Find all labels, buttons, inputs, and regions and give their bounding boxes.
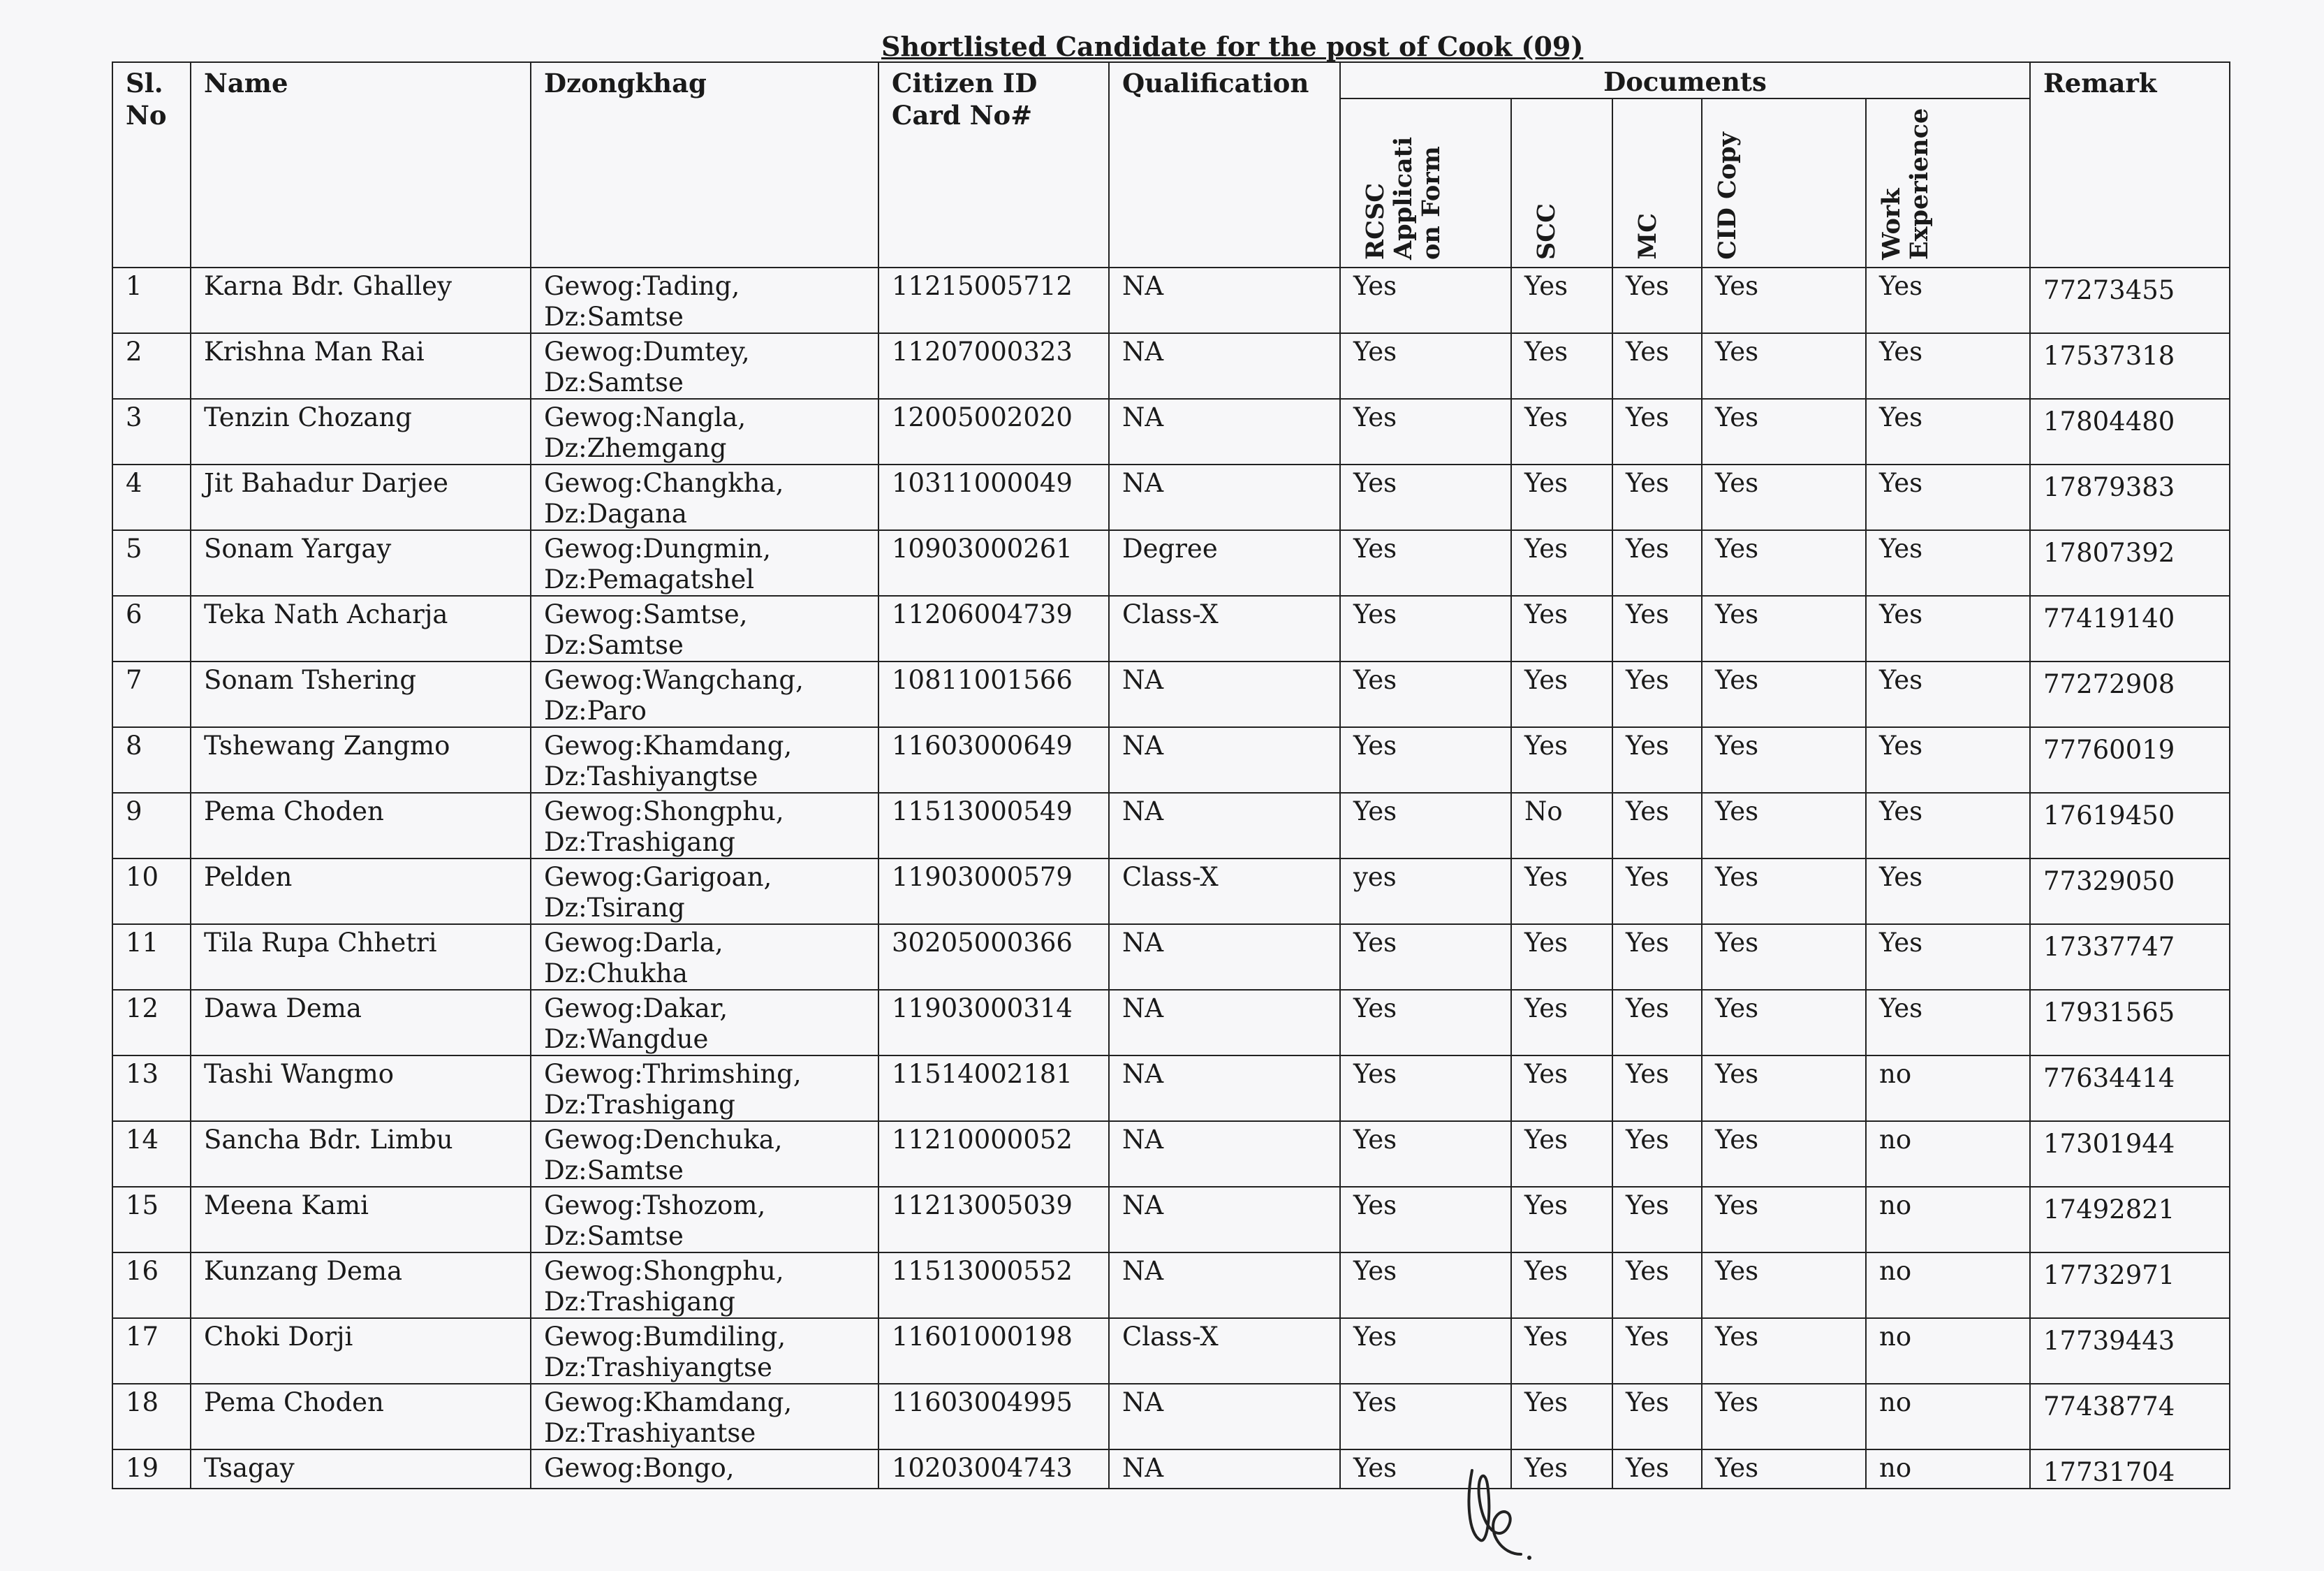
cell-rcsc: Yes — [1340, 990, 1511, 1055]
cell-rcsc: Yes — [1340, 1121, 1511, 1187]
cell-name: Sonam Yargay — [191, 530, 531, 596]
table-body — [112, 268, 2230, 1489]
cell-cidcopy: Yes — [1702, 1055, 1866, 1121]
cell-mc: Yes — [1612, 990, 1702, 1055]
cell-name: Teka Nath Acharja — [191, 596, 531, 662]
header-citizen-id: Citizen ID Card No# — [878, 62, 1109, 268]
cell-sl: 17 — [112, 1318, 191, 1384]
cell-qual: NA — [1109, 1449, 1340, 1489]
cell-dzongkhag — [531, 990, 878, 1055]
table-row — [112, 333, 2230, 399]
cell-remark: 17537318 — [2030, 333, 2230, 399]
cell-dz: Dz:Chukha — [544, 958, 688, 988]
cell-sl: 12 — [112, 990, 191, 1055]
cell-remark: 77634414 — [2030, 1055, 2230, 1121]
cell-cidcopy: Yes — [1702, 924, 1866, 990]
cell-remark: 77273455 — [2030, 268, 2230, 333]
cell-mc: Yes — [1612, 1384, 1702, 1449]
header-documents: Documents — [1340, 62, 2030, 98]
cell-cid: 10811001566 — [878, 662, 1109, 727]
cell-qual: NA — [1109, 1252, 1340, 1318]
cell-cid: 11210000052 — [878, 1121, 1109, 1187]
cell-cidcopy: Yes — [1702, 1121, 1866, 1187]
cell-remark: 17931565 — [2030, 990, 2230, 1055]
shortlist-table — [112, 61, 2230, 1489]
cell-sl: 6 — [112, 596, 191, 662]
cell-dzongkhag — [531, 596, 878, 662]
header-mc-label: MC — [1633, 213, 1662, 260]
cell-work: Yes — [1866, 793, 2030, 858]
cell-cidcopy: Yes — [1702, 333, 1866, 399]
cell-mc: Yes — [1612, 793, 1702, 858]
cell-cidcopy: Yes — [1702, 1449, 1866, 1489]
cell-mc: Yes — [1612, 530, 1702, 596]
table-row — [112, 1384, 2230, 1449]
cell-scc: Yes — [1511, 662, 1612, 727]
cell-gewog: Gewog:Khamdang, — [544, 1387, 793, 1417]
cell-mc: Yes — [1612, 1318, 1702, 1384]
cell-dz: Dz:Trashigang — [544, 1090, 735, 1120]
cell-name: Tila Rupa Chhetri — [191, 924, 531, 990]
cell-mc: Yes — [1612, 596, 1702, 662]
cell-dzongkhag — [531, 333, 878, 399]
cell-name: Pema Choden — [191, 1384, 531, 1449]
cell-name: Tshewang Zangmo — [191, 727, 531, 793]
cell-qual: Degree — [1109, 530, 1340, 596]
cell-dz: Dz:Tsirang — [544, 893, 685, 923]
cell-gewog: Gewog:Shongphu, — [544, 796, 784, 826]
cell-mc: Yes — [1612, 399, 1702, 465]
cell-dzongkhag — [531, 268, 878, 333]
cell-scc: Yes — [1511, 465, 1612, 530]
cell-scc: Yes — [1511, 596, 1612, 662]
header-rcsc-label: RCSC Applicati on Form — [1361, 136, 1446, 260]
cell-work: Yes — [1866, 662, 2030, 727]
cell-sl: 19 — [112, 1449, 191, 1489]
cell-work: Yes — [1866, 333, 2030, 399]
cell-dzongkhag — [531, 1187, 878, 1252]
cell-cid: 11603000649 — [878, 727, 1109, 793]
cell-scc: Yes — [1511, 1187, 1612, 1252]
cell-sl: 18 — [112, 1384, 191, 1449]
header-name: Name — [191, 62, 531, 268]
cell-sl: 11 — [112, 924, 191, 990]
table-row — [112, 268, 2230, 333]
cell-gewog: Gewog:Samtse, — [544, 599, 748, 629]
table-row — [112, 858, 2230, 924]
cell-scc: Yes — [1511, 858, 1612, 924]
cell-rcsc: Yes — [1340, 1384, 1511, 1449]
cell-work: no — [1866, 1252, 2030, 1318]
cell-sl: 14 — [112, 1121, 191, 1187]
cell-scc: Yes — [1511, 924, 1612, 990]
header-scc — [1511, 98, 1612, 268]
cell-cidcopy: Yes — [1702, 399, 1866, 465]
cell-cid: 11601000198 — [878, 1318, 1109, 1384]
cell-scc: Yes — [1511, 1318, 1612, 1384]
table-row — [112, 399, 2230, 465]
cell-sl: 1 — [112, 268, 191, 333]
cell-cidcopy: Yes — [1702, 596, 1866, 662]
cell-cidcopy: Yes — [1702, 858, 1866, 924]
cell-remark: 77438774 — [2030, 1384, 2230, 1449]
cell-gewog: Gewog:Bumdiling, — [544, 1322, 786, 1352]
cell-mc: Yes — [1612, 1121, 1702, 1187]
cell-dzongkhag — [531, 1055, 878, 1121]
cell-name: Tashi Wangmo — [191, 1055, 531, 1121]
table-row — [112, 1187, 2230, 1252]
cell-rcsc: Yes — [1340, 793, 1511, 858]
cell-work: Yes — [1866, 990, 2030, 1055]
cell-cidcopy: Yes — [1702, 662, 1866, 727]
table-row — [112, 727, 2230, 793]
cell-gewog: Gewog:Dumtey, — [544, 337, 750, 367]
cell-cid: 11603004995 — [878, 1384, 1109, 1449]
cell-cid: 11207000323 — [878, 333, 1109, 399]
cell-mc: Yes — [1612, 727, 1702, 793]
cell-scc: Yes — [1511, 1121, 1612, 1187]
cell-cidcopy: Yes — [1702, 465, 1866, 530]
cell-scc: Yes — [1511, 990, 1612, 1055]
header-scc-label: SCC — [1532, 203, 1561, 260]
cell-work: Yes — [1866, 399, 2030, 465]
cell-remark: 77272908 — [2030, 662, 2230, 727]
cell-remark: 17301944 — [2030, 1121, 2230, 1187]
cell-dzongkhag — [531, 1121, 878, 1187]
cell-work: no — [1866, 1055, 2030, 1121]
cell-cid: 10903000261 — [878, 530, 1109, 596]
cell-scc: Yes — [1511, 1252, 1612, 1318]
cell-work: Yes — [1866, 924, 2030, 990]
cell-sl: 3 — [112, 399, 191, 465]
cell-work: no — [1866, 1121, 2030, 1187]
cell-remark: 17731704 — [2030, 1449, 2230, 1489]
cell-dz: Dz:Zhemgang — [544, 433, 727, 463]
cell-qual: NA — [1109, 465, 1340, 530]
cell-work: Yes — [1866, 530, 2030, 596]
cell-dzongkhag — [531, 662, 878, 727]
cell-cid: 11213005039 — [878, 1187, 1109, 1252]
cell-dzongkhag — [531, 465, 878, 530]
cell-rcsc: Yes — [1340, 465, 1511, 530]
cell-qual: Class-X — [1109, 858, 1340, 924]
table-row — [112, 1055, 2230, 1121]
cell-cid: 11513000552 — [878, 1252, 1109, 1318]
table-row — [112, 530, 2230, 596]
cell-scc: Yes — [1511, 727, 1612, 793]
cell-sl: 5 — [112, 530, 191, 596]
cell-remark: 77419140 — [2030, 596, 2230, 662]
cell-rcsc: Yes — [1340, 727, 1511, 793]
table-row — [112, 465, 2230, 530]
cell-remark: 17337747 — [2030, 924, 2230, 990]
cell-gewog: Gewog:Tading, — [544, 271, 740, 301]
cell-work: Yes — [1866, 858, 2030, 924]
cell-dz: Dz:Samtse — [544, 630, 684, 660]
cell-dzongkhag — [531, 1449, 878, 1489]
cell-cid: 11513000549 — [878, 793, 1109, 858]
cell-gewog: Gewog:Nangla, — [544, 402, 747, 432]
cell-rcsc: Yes — [1340, 399, 1511, 465]
cell-name: Karna Bdr. Ghalley — [191, 268, 531, 333]
cell-cid: 30205000366 — [878, 924, 1109, 990]
cell-dzongkhag — [531, 793, 878, 858]
cell-name: Sancha Bdr. Limbu — [191, 1121, 531, 1187]
cell-qual: NA — [1109, 1121, 1340, 1187]
cell-remark: 77760019 — [2030, 727, 2230, 793]
cell-cidcopy: Yes — [1702, 793, 1866, 858]
header-qualification: Qualification — [1109, 62, 1340, 268]
cell-gewog: Gewog:Changkha, — [544, 468, 784, 498]
cell-gewog: Gewog:Shongphu, — [544, 1256, 784, 1286]
cell-mc: Yes — [1612, 1252, 1702, 1318]
cell-qual: NA — [1109, 399, 1340, 465]
table-row — [112, 1252, 2230, 1318]
cell-rcsc: yes — [1340, 858, 1511, 924]
cell-qual: NA — [1109, 333, 1340, 399]
table-row — [112, 1449, 2230, 1489]
cell-name: Jit Bahadur Darjee — [191, 465, 531, 530]
cell-dz: Dz:Trashigang — [544, 827, 735, 857]
cell-name: Tsagay — [191, 1449, 531, 1489]
table-row — [112, 1121, 2230, 1187]
cell-name: Sonam Tshering — [191, 662, 531, 727]
cell-dz: Dz:Samtse — [544, 302, 684, 332]
cell-rcsc: Yes — [1340, 1252, 1511, 1318]
cell-sl: 13 — [112, 1055, 191, 1121]
cell-cid: 11514002181 — [878, 1055, 1109, 1121]
cell-gewog: Gewog:Tshozom, — [544, 1190, 766, 1220]
cell-mc: Yes — [1612, 268, 1702, 333]
table-row — [112, 990, 2230, 1055]
cell-mc: Yes — [1612, 1449, 1702, 1489]
cell-name: Dawa Dema — [191, 990, 531, 1055]
cell-cidcopy: Yes — [1702, 268, 1866, 333]
cell-scc: Yes — [1511, 333, 1612, 399]
cell-dzongkhag — [531, 1318, 878, 1384]
cell-remark: 17807392 — [2030, 530, 2230, 596]
cell-cidcopy: Yes — [1702, 1318, 1866, 1384]
cell-gewog: Gewog:Denchuka, — [544, 1125, 783, 1155]
cell-gewog: Gewog:Khamdang, — [544, 731, 793, 761]
cell-cidcopy: Yes — [1702, 1187, 1866, 1252]
cell-scc: Yes — [1511, 1449, 1612, 1489]
header-sl-no: Sl. No — [112, 62, 191, 268]
cell-sl: 4 — [112, 465, 191, 530]
cell-work: Yes — [1866, 727, 2030, 793]
header-cid-copy — [1702, 98, 1866, 268]
cell-name: Pelden — [191, 858, 531, 924]
cell-name: Pema Choden — [191, 793, 531, 858]
cell-sl: 2 — [112, 333, 191, 399]
cell-name: Krishna Man Rai — [191, 333, 531, 399]
cell-name: Kunzang Dema — [191, 1252, 531, 1318]
cell-rcsc: Yes — [1340, 1449, 1511, 1489]
cell-mc: Yes — [1612, 1187, 1702, 1252]
cell-dz: Dz:Tashiyangtse — [544, 761, 758, 791]
cell-dz: Dz:Samtse — [544, 367, 684, 397]
cell-gewog: Gewog:Dakar, — [544, 993, 728, 1023]
cell-dzongkhag — [531, 727, 878, 793]
cell-rcsc: Yes — [1340, 530, 1511, 596]
table-row — [112, 793, 2230, 858]
table-row — [112, 662, 2230, 727]
cell-rcsc: Yes — [1340, 924, 1511, 990]
cell-cid: 11903000314 — [878, 990, 1109, 1055]
cell-mc: Yes — [1612, 924, 1702, 990]
cell-cid: 12005002020 — [878, 399, 1109, 465]
cell-work: Yes — [1866, 596, 2030, 662]
cell-sl: 7 — [112, 662, 191, 727]
cell-cid: 11206004739 — [878, 596, 1109, 662]
header-rcsc — [1340, 98, 1511, 268]
cell-qual: NA — [1109, 924, 1340, 990]
cell-dz: Dz:Samtse — [544, 1221, 684, 1251]
cell-name: Tenzin Chozang — [191, 399, 531, 465]
cell-dzongkhag — [531, 858, 878, 924]
header-work-experience — [1866, 98, 2030, 268]
cell-rcsc: Yes — [1340, 662, 1511, 727]
cell-qual: NA — [1109, 1384, 1340, 1449]
cell-name: Meena Kami — [191, 1187, 531, 1252]
cell-rcsc: Yes — [1340, 596, 1511, 662]
table-row — [112, 596, 2230, 662]
cell-remark: 17732971 — [2030, 1252, 2230, 1318]
cell-scc: No — [1511, 793, 1612, 858]
cell-dzongkhag — [531, 1252, 878, 1318]
header-remark: Remark — [2030, 62, 2230, 268]
cell-remark: 17619450 — [2030, 793, 2230, 858]
cell-cidcopy: Yes — [1702, 727, 1866, 793]
cell-qual: NA — [1109, 990, 1340, 1055]
cell-sl: 15 — [112, 1187, 191, 1252]
cell-rcsc: Yes — [1340, 268, 1511, 333]
cell-rcsc: Yes — [1340, 333, 1511, 399]
cell-gewog: Gewog:Wangchang, — [544, 665, 804, 695]
cell-cidcopy: Yes — [1702, 990, 1866, 1055]
cell-dz: Dz:Trashiyantse — [544, 1418, 756, 1448]
header-mc — [1612, 98, 1702, 268]
cell-qual: NA — [1109, 793, 1340, 858]
cell-dz: Dz:Samtse — [544, 1155, 684, 1185]
cell-work: no — [1866, 1449, 2030, 1489]
cell-cid: 11215005712 — [878, 268, 1109, 333]
cell-dzongkhag — [531, 924, 878, 990]
cell-scc: Yes — [1511, 399, 1612, 465]
cell-work: Yes — [1866, 268, 2030, 333]
table-row — [112, 924, 2230, 990]
cell-gewog: Gewog:Bongo, — [544, 1453, 735, 1483]
cell-mc: Yes — [1612, 1055, 1702, 1121]
signature-mark — [1459, 1456, 1536, 1561]
cell-mc: Yes — [1612, 465, 1702, 530]
cell-name: Choki Dorji — [191, 1318, 531, 1384]
cell-rcsc: Yes — [1340, 1187, 1511, 1252]
cell-cidcopy: Yes — [1702, 530, 1866, 596]
cell-dzongkhag — [531, 399, 878, 465]
document-title: Shortlisted Candidate for the post of Cook (09) — [881, 31, 1584, 62]
cell-qual: NA — [1109, 662, 1340, 727]
cell-mc: Yes — [1612, 858, 1702, 924]
cell-work: no — [1866, 1187, 2030, 1252]
cell-scc: Yes — [1511, 1055, 1612, 1121]
table-row — [112, 1318, 2230, 1384]
cell-gewog: Gewog:Darla, — [544, 928, 723, 958]
cell-sl: 10 — [112, 858, 191, 924]
cell-dzongkhag — [531, 530, 878, 596]
cell-qual: NA — [1109, 1187, 1340, 1252]
cell-dz: Dz:Pemagatshel — [544, 564, 755, 594]
cell-dzongkhag — [531, 1384, 878, 1449]
cell-work: no — [1866, 1318, 2030, 1384]
cell-dz: Dz:Trashigang — [544, 1287, 735, 1317]
cell-dz: Dz:Paro — [544, 696, 647, 726]
cell-qual: NA — [1109, 268, 1340, 333]
cell-remark: 17739443 — [2030, 1318, 2230, 1384]
cell-scc: Yes — [1511, 1384, 1612, 1449]
cell-remark: 77329050 — [2030, 858, 2230, 924]
cell-sl: 16 — [112, 1252, 191, 1318]
cell-qual: Class-X — [1109, 596, 1340, 662]
header-dzongkhag: Dzongkhag — [531, 62, 878, 268]
cell-sl: 9 — [112, 793, 191, 858]
cell-scc: Yes — [1511, 268, 1612, 333]
cell-work: Yes — [1866, 465, 2030, 530]
cell-remark: 17804480 — [2030, 399, 2230, 465]
cell-gewog: Gewog:Dungmin, — [544, 534, 772, 564]
cell-remark: 17492821 — [2030, 1187, 2230, 1252]
cell-work: no — [1866, 1384, 2030, 1449]
cell-qual: NA — [1109, 727, 1340, 793]
cell-sl: 8 — [112, 727, 191, 793]
cell-mc: Yes — [1612, 662, 1702, 727]
cell-remark: 17879383 — [2030, 465, 2230, 530]
cell-dz: Dz:Dagana — [544, 499, 687, 529]
cell-cidcopy: Yes — [1702, 1384, 1866, 1449]
cell-rcsc: Yes — [1340, 1055, 1511, 1121]
cell-scc: Yes — [1511, 530, 1612, 596]
cell-rcsc: Yes — [1340, 1318, 1511, 1384]
cell-gewog: Gewog:Garigoan, — [544, 862, 772, 892]
cell-dz: Dz:Wangdue — [544, 1024, 709, 1054]
cell-dz: Dz:Trashiyangtse — [544, 1352, 772, 1382]
header-cid-copy-label: CID Copy — [1713, 132, 1742, 260]
cell-qual: NA — [1109, 1055, 1340, 1121]
cell-cid: 10203004743 — [878, 1449, 1109, 1489]
header-work-experience-label: Work Experience — [1877, 108, 1934, 260]
cell-cid: 11903000579 — [878, 858, 1109, 924]
cell-cidcopy: Yes — [1702, 1252, 1866, 1318]
cell-gewog: Gewog:Thrimshing, — [544, 1059, 802, 1089]
cell-mc: Yes — [1612, 333, 1702, 399]
cell-cid: 10311000049 — [878, 465, 1109, 530]
cell-qual: Class-X — [1109, 1318, 1340, 1384]
